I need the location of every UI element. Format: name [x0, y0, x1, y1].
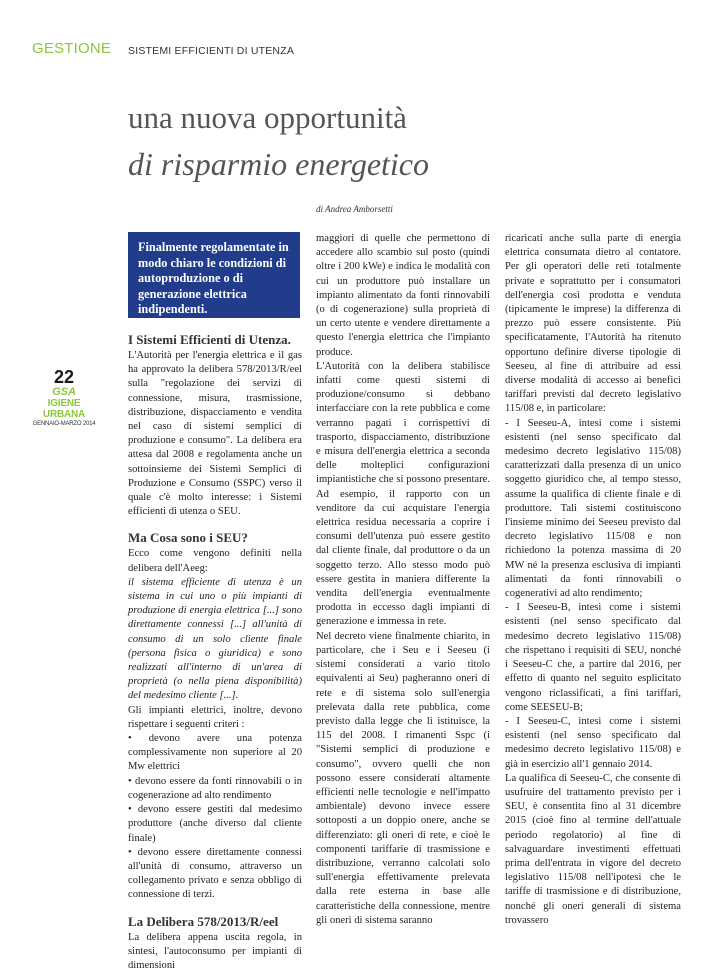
- heading-cosa-sono: Ma Cosa sono i SEU?: [128, 530, 248, 546]
- paragraph: La delibera appena uscita regola, in sintesi, l'autoconsumo per impianti di dimensioni: [128, 931, 302, 971]
- paragraph: - I Seeseu-B, intesi come i sistemi esistenti (nel senso specificato dal medesimo decreto legislativo 115/08) che rispettano i requisiti di SEU, nonché i Seeseu-C che, a partire dal 2016, per effetto di quanto nel seguito esplicitato vengono riclassificati, a fini tariffari, come SEESEU-B;: [505, 602, 681, 713]
- column-3: [505, 232, 681, 928]
- page-mark: [28, 368, 100, 428]
- subsection-label: SISTEMI EFFICIENTI DI UTENZA: [128, 45, 295, 57]
- paragraph: L'Autorità per l'energia elettrica e il gas ha approvato la delibera 578/2013/R/eel sulla "regolazione dei servizi di connessione, misura, trasmissione, distribuzione, dispacciamento e vendita nel caso di sistemi semplici di produzione e consumo". La delibera era attesa dal 2008 e regolamenta anche un sottoinsieme dei Sistemi Semplici di Produzione e Consumo (SSPC) verso il quale c'è molto interesse: i Sistemi efficienti di utenza o SEU.: [128, 350, 302, 518]
- column-2: [316, 232, 490, 928]
- section-label: GESTIONE: [32, 40, 112, 57]
- bullet-item: • devono avere una potenza complessivamente non superiore al 20 Mw elettrici: [128, 733, 302, 773]
- paragraph: La qualifica di Seeseu-C, che consente di usufruire del trattamento previsto per i SEU, è consentita fino al 31 dicembre 2015 (cioè fino al termine dell'attuale periodo regolatorio) al fine di salvaguardare investimenti effettuati prima dell'entrata in vigore del decreto legislativo 115/08 nell'ipotesi che le tariffe di trasmissione e di distribuzione, nonché gli oneri generali di sistema trovassero: [505, 772, 681, 926]
- paragraph: Nel decreto viene finalmente chiarito, in particolare, che i Seu e i Seeseu (i sistemi considerati a vario titolo equivalenti ai Seu) pagheranno oneri di rete e di sistema solo sull'energia prelevata dalla rete pubblica, come previsto dalla legge che li istituisce, la 115 del 2008. I rimanenti Sspc (i "Sistemi semplici di produzione e consumo", ovvero quelli che non possono essere considerati altamente efficienti nelle tecnologie e nell'impatto ambientale) devono invece essere sottoposti a un doppio onere, anche se differenziato: gli oneri di rete, e cioè le componenti tariffarie di trasmissione e distribuzione, verranno calcolati solo sull'energia effettivamente prelevata dalla rete esterna in base alle caratteristiche della connessione, mentre gli oneri di sistema saranno: [316, 630, 490, 926]
- paragraph: Ecco come vengono definiti nella delibera dell'Aeeg:: [128, 548, 302, 574]
- paragraph: Gli impianti elettrici, inoltre, devono rispettare i seguenti criteri :: [128, 704, 302, 730]
- magazine-logo: GSA: [52, 386, 76, 398]
- author-byline: di Andrea Amborsetti: [316, 204, 393, 214]
- article-title-line2: di risparmio energetico: [128, 146, 429, 182]
- article-title-line1: una nuova opportunità: [128, 100, 407, 135]
- heading-seu: I Sistemi Efficienti di Utenza.: [128, 332, 291, 347]
- heading-delibera: La Delibera 578/2013/R/eel: [128, 913, 279, 929]
- quote-paragraph: il sistema efficiente di utenza è un sistema in cui uno o più impianti di produzione di energia elettrica [...] sono direttamente connessi [...] all'unità di consumo di un solo cliente finale (persona fisica o giuridica) e sono realizzati all'interno di un'area di proprietà (o nella piena disponibilità) del medesimo cliente [...].: [128, 576, 302, 702]
- bullet-item: • devono essere gestiti dal medesimo produttore (anche diverso dal cliente finale): [128, 804, 302, 844]
- paragraph: - I Seeseu-C, intesi come i sistemi esistenti (nel senso specificato dal medesimo decreto legislativo 115/08) e già in esercizio all'1 gennaio 2014.: [505, 715, 681, 770]
- magazine-name: IGIENE URBANA: [42, 398, 86, 420]
- column-1: [128, 331, 302, 973]
- page-number: 22: [53, 367, 75, 387]
- bullet-item: • devono essere direttamente connessi all'unità di consumo, attraverso un collegamento privato e senza obbligo di connessione di terzi.: [128, 846, 302, 901]
- bullet-item: • devono essere da fonti rinnovabili o in cogenerazione ad alto rendimento: [128, 775, 302, 801]
- paragraph: maggiori di quelle che permettono di accedere allo scambio sul posto (quindi oltre i 200 kWe) e indica le modalità con cui un produttore può installare un impianto alimentato da fonti rinnovabili (o di cogenerazione) sulla proprietà di un certo utente e vendere direttamente a questo l'energia elettrica che l'impianto produce.: [316, 233, 490, 358]
- paragraph: L'Autorità con la delibera stabilisce infatti come questi sistemi di produzione/consumo si debbano interfacciare con la rete pubblica e come verranno pagati i corrispettivi di trasporto, dispacciamento, distribuzione e misura dell'energia elettrica a seconda delle molteplici configurazioni impiantistiche che si possono presentare. Ad esempio, il rapporto con un venditore da cui acquistare l'energia elettrica residua necessaria a coprire i consumi dell'utenza può essere gestito dal cliente finale, dal produttore o da un soggetto terzo. Allo stesso modo può essere gestita in maniera differente la vendita dell'energia eventualmente prodotta in eccesso dagli impianti di generazione e immessa in rete.: [316, 360, 490, 628]
- lead-box: Finalmente regolamentate in modo chiaro le condizioni di autoproduzione o di generazione elettrica indipendenti.: [128, 232, 300, 318]
- paragraph: - I Seeseu-A, intesi come i sistemi esistenti (nel senso specificato dal medesimo decreto legislativo 115/08) caratterizzati dalla presenza di un unico soggetto giuridico che, al tempo stesso, assume la qualifica di cliente finale e di produttore. Tali sistemi costituiscono l'insieme minimo dei Seeseu previsto dal decreto legislativo 115/08 e non richiedono la potenza massima di 20 MW né la presenza esclusiva di impianti alimentati da fonti rinnovabili o cogenerativi ad alto rendimento;: [505, 417, 681, 600]
- paragraph: ricaricati anche sulla parte di energia elettrica consumata dietro al contatore. Per gli operatori delle reti totalmente private e soprattutto per i consumatori dell'energia così prodotta e venduta (tipicamente le imprese) la differenza di prezzo può essere consistente. Più specificatamente, l'Autorità ha ritenuto opportuno definire diverse tipologie di Seeseu, al fine di attribuire ad essi diverse modalità di accesso ai benefici tariffari previsti dal decreto legislativo 115/08 e, in particolare:: [505, 233, 681, 415]
- issue-date: GENNAIO-MARZO 2014: [32, 421, 96, 427]
